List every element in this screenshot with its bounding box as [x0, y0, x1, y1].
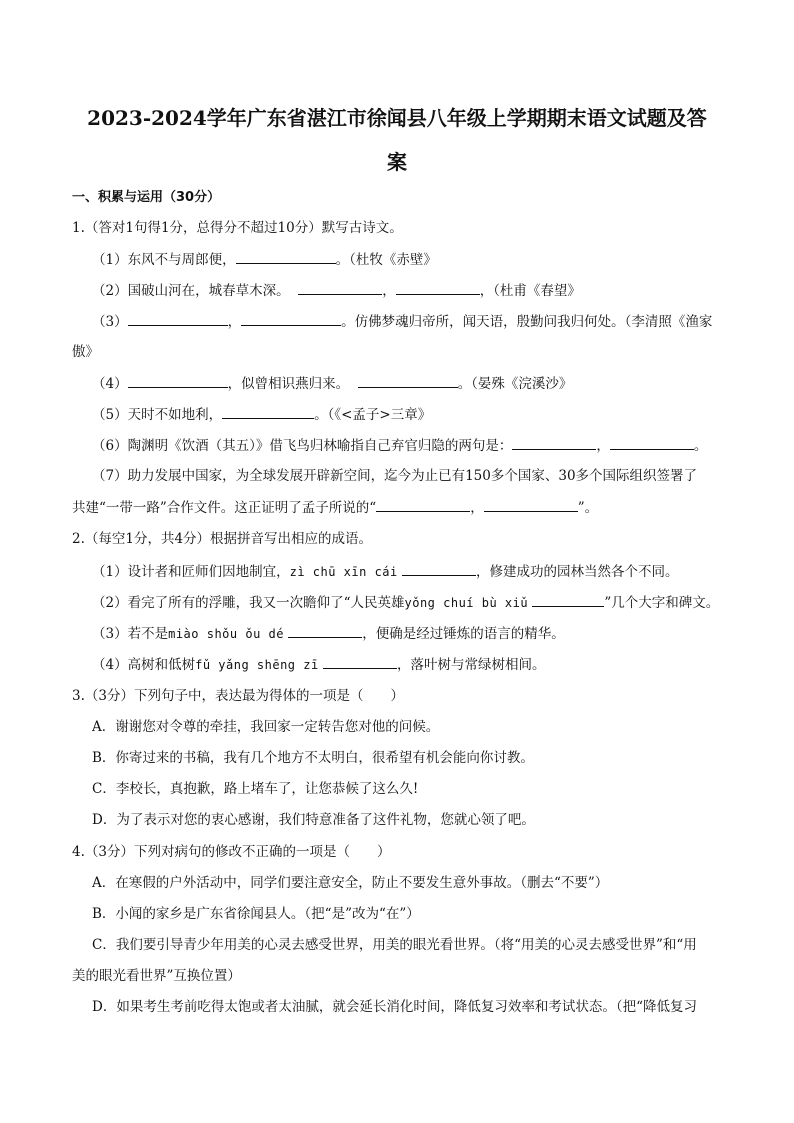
- q1-item-1-text: （1）东风不与周郎便，: [92, 252, 236, 268]
- q1-item-2-text: （2）国破山河在，城春草木深。: [92, 283, 290, 299]
- pinyin: fǔ yǎng shēng zī: [195, 658, 319, 672]
- q2-item-3: [92, 623, 732, 644]
- answer-blank: [610, 435, 694, 450]
- q2-item-2-text: （2）看完了所有的浮雕，我又一次瞻仰了“人民英雄: [92, 595, 405, 611]
- answer-blank: [298, 280, 382, 295]
- q1-item-7-cont: [72, 497, 732, 518]
- q1-item-3-cont: 傲》: [72, 344, 99, 360]
- q1-item-5: [92, 404, 732, 425]
- answer-blank: [128, 311, 228, 326]
- q2-item-2: [92, 592, 732, 613]
- q1-item-7-end: ”。: [577, 500, 599, 516]
- q2-item-2-end: ”几个大字和碑文。: [604, 595, 720, 611]
- answer-blank: [484, 497, 578, 512]
- q2-item-1: [92, 561, 732, 582]
- q4-option-a: A．在寒假的户外活动中，同学们要注意安全，防止不要发生意外事故。（删去“不要”）: [92, 875, 609, 891]
- q1-item-6-end: 。: [693, 438, 708, 454]
- q1-item-4-label: （4）: [92, 376, 128, 392]
- q1-item-6-text: （6）陶渊明《饮酒（其五）》借飞鸟归林喻指自己弃官归隐的两句是：: [92, 438, 513, 454]
- answer-blank: [358, 373, 458, 388]
- section-heading: 一、积累与运用（30分）: [72, 190, 221, 205]
- q2-item-3-end: ，便确是经过锤炼的语言的精华。: [362, 626, 565, 642]
- q1-item-2-sep: ，: [382, 283, 396, 299]
- title-line-2: 案: [387, 150, 407, 174]
- title-line-1: 2023-2024学年广东省湛江市徐闻县八年级上学期期末语文试题及答: [87, 106, 707, 130]
- q4-option-c-cont: 美的眼光看世界”互换位置）: [72, 968, 241, 984]
- q1-item-3-label: （3）: [92, 314, 128, 330]
- q2-item-4: [92, 654, 732, 675]
- q3-stem: 3.（3分）下列句子中，表达最为得体的一项是（ ）: [72, 688, 404, 704]
- answer-blank: [396, 280, 480, 295]
- answer-blank: [288, 623, 362, 638]
- pinyin: zì chū xīn cái: [289, 565, 398, 579]
- q1-item-4: [92, 373, 732, 394]
- q2-item-1-text: （1）设计者和匠师们因地制宜，: [92, 564, 290, 580]
- q1-stem: 1.（答对1句得1分，总得分不超过10分）默写古诗文。: [72, 220, 403, 236]
- q1-item-2: [92, 280, 732, 301]
- q1-item-3-sep: ，: [227, 314, 242, 330]
- q1-item-2-source: ，（杜甫《春望》: [479, 283, 581, 299]
- answer-blank: [222, 404, 314, 419]
- answer-blank: [241, 311, 341, 326]
- q2-stem: 2.（每空1分，共4分）根据拼音写出相应的成语。: [72, 531, 373, 547]
- q4-option-c: C．我们要引导青少年用美的心灵去感受世界，用美的眼光看世界。（将“用美的心灵去感受世界”和“用: [92, 937, 697, 953]
- q3-option-a: A．谢谢您对令尊的牵挂，我回家一定转告您对他的问候。: [92, 719, 440, 735]
- q1-item-6-sep: ，: [596, 438, 610, 454]
- q1-item-5-source: 。（《<孟子>三章》: [314, 407, 432, 423]
- q2-item-4-end: ，落叶树与常绿树相间。: [396, 657, 546, 673]
- answer-blank: [512, 435, 596, 450]
- answer-blank: [323, 654, 397, 669]
- q2-item-3-text: （3）若不是: [92, 626, 169, 642]
- q1-item-3: [92, 311, 732, 332]
- q1-item-3-text: 。仿佛梦魂归帝所，闻天语，殷勤问我归何处。（李清照《渔家: [341, 314, 713, 330]
- q3-option-c: C．李校长，真抱歉，路上堵车了，让您恭候了这么久!: [92, 781, 419, 797]
- q1-item-7: （7）助力发展中国家，为全球发展开辟新空间，迄今为止已有150多个国家、30多个国际组织签署了: [92, 468, 698, 484]
- q1-item-4-text: ，似曾相识燕归来。: [227, 376, 350, 392]
- q1-item-7-text: 共建“一带一路”合作文件。这正证明了孟子所说的“: [72, 500, 377, 516]
- q4-option-d: D．如果考生考前吃得太饱或者太油腻，就会延长消化时间，降低复习效率和考试状态。（把“降低复习: [92, 999, 697, 1015]
- q3-option-b: B．你寄过来的书稿，我有几个地方不太明白，很希望有机会能向你讨教。: [92, 750, 534, 766]
- answer-blank: [236, 249, 336, 264]
- answer-blank: [128, 373, 228, 388]
- q2-item-1-end: ，修建成功的园林当然各个不同。: [476, 564, 679, 580]
- q1-item-1: [92, 249, 732, 270]
- pinyin: yǒng chuí bù xiǔ: [404, 596, 529, 610]
- q4-option-b: B．小闻的家乡是广东省徐闻县人。（把“是”改为“在”）: [92, 906, 420, 922]
- answer-blank: [376, 497, 470, 512]
- q2-item-4-text: （4）高树和低树: [92, 657, 196, 673]
- q3-option-d: D．为了表示对您的衷心感谢，我们特意准备了这件礼物，您就心领了吧。: [92, 812, 535, 828]
- document-title: [70, 96, 724, 184]
- q4-stem: 4.（3分）下列对病句的修改不正确的一项是（ ）: [72, 844, 391, 860]
- q1-item-4-source: 。（晏殊《浣溪沙》: [457, 376, 573, 392]
- q1-item-1-source: 。（杜牧《赤壁》: [335, 252, 437, 268]
- q1-item-5-text: （5）天时不如地利，: [92, 407, 223, 423]
- q1-item-7-sep: ，: [470, 500, 484, 516]
- answer-blank: [532, 592, 604, 607]
- pinyin: miào shǒu ǒu dé: [168, 627, 284, 641]
- answer-blank: [402, 561, 476, 576]
- q1-item-6: [92, 435, 732, 456]
